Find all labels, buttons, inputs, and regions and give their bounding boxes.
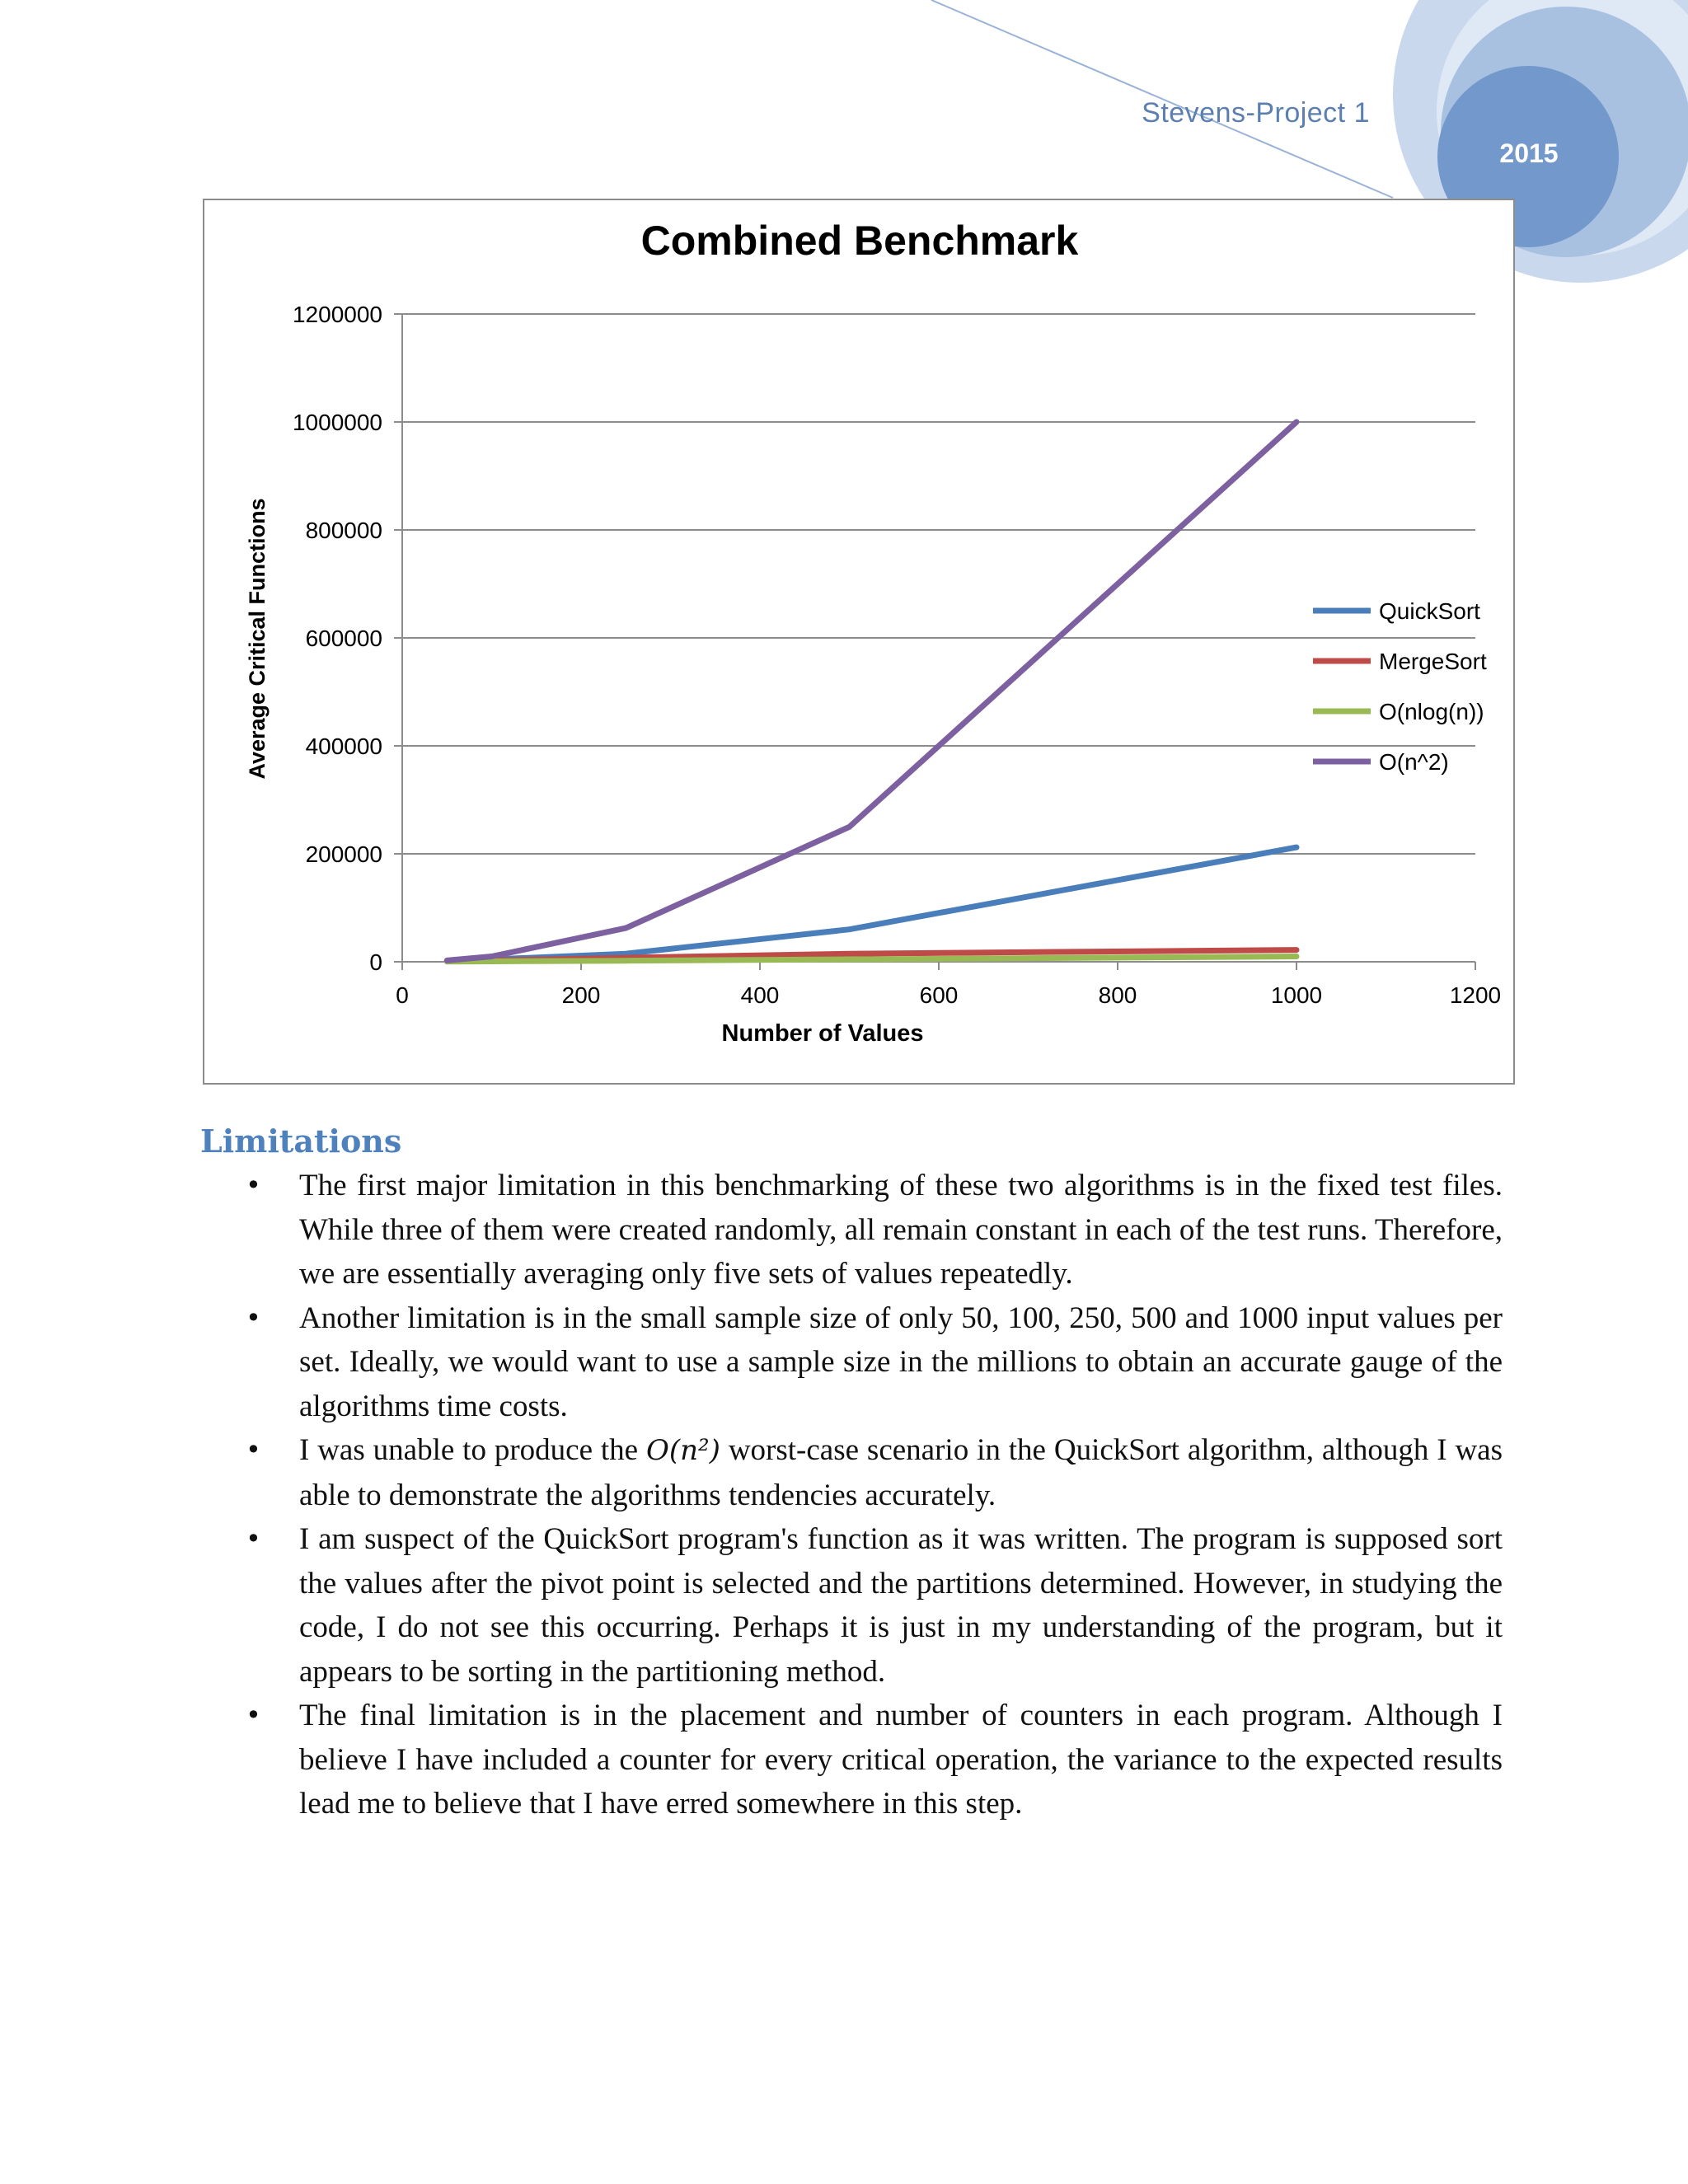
- line-chart: [204, 200, 1513, 1083]
- y-tick-label: 600000: [305, 626, 382, 651]
- x-tick-label: 400: [740, 982, 780, 1008]
- legend-label: MergeSort: [1379, 649, 1487, 674]
- chart-container: [203, 199, 1515, 1085]
- x-axis-title: Number of Values: [721, 1020, 924, 1047]
- legend-label: O(nlog(n)): [1379, 699, 1484, 724]
- series-line-1: [447, 847, 1296, 961]
- tick-labels: [293, 302, 1501, 1008]
- header-year: 2015: [1499, 138, 1559, 168]
- limitations-list: [200, 1164, 1503, 1826]
- legend: [1313, 598, 1487, 775]
- y-tick-label: 400000: [305, 733, 382, 759]
- x-tick-label: 0: [396, 982, 409, 1008]
- list-item-text: The final limitation is in the placement and number of counters in each program. Although I believe I have included a counter for every critical operation, the variance to the expected results lead me to believe that I have erred somewhere in this step.: [299, 1699, 1503, 1821]
- math-expression: O(n²): [646, 1434, 720, 1467]
- legend-label: QuickSort: [1379, 598, 1480, 624]
- y-tick-label: 1000000: [292, 410, 382, 435]
- y-tick-label: 1200000: [292, 302, 382, 327]
- x-tick-label: 1200: [1449, 982, 1502, 1008]
- series-lines: [447, 422, 1296, 962]
- list-item: [200, 1164, 1503, 1296]
- list-item: [200, 1694, 1503, 1826]
- x-tick-label: 1000: [1270, 982, 1323, 1008]
- y-tick-label: 800000: [305, 518, 382, 543]
- y-tick-label: 200000: [305, 841, 382, 867]
- x-tick-label: 800: [1098, 982, 1137, 1008]
- list-item-text: worst-case scenario in the QuickSort algorithm, although I was able to demonstrate the algorithms tendencies accurately.: [299, 1433, 1503, 1512]
- list-item: [200, 1428, 1503, 1517]
- list-item-text: I am suspect of the QuickSort program's function as it was written. The program is supposed sort the values after the pivot point is selected and the partitions determined. However, in studying the code, I do not see this occurring. Perhaps it is just in my understanding of the program, but it appears to be sorting in the partitioning method.: [299, 1522, 1503, 1689]
- x-tick-label: 200: [561, 982, 601, 1008]
- list-item-text: The first major limitation in this benchmarking of these two algorithms is in the fixed test files. While three of them were created randomly, all remain constant in each of the test runs. Therefore, we are essentially averaging only five sets of values repeatedly.: [299, 1169, 1503, 1291]
- list-item: [200, 1517, 1503, 1694]
- series-line-4: [447, 422, 1296, 960]
- header-title: Stevens-Project 1: [1142, 97, 1370, 129]
- chart-title: Combined Benchmark: [640, 218, 1079, 264]
- legend-label: O(n^2): [1379, 749, 1449, 775]
- x-tick-label: 600: [919, 982, 959, 1008]
- list-item: [200, 1296, 1503, 1429]
- y-axis-title: Average Critical Functions: [245, 498, 270, 780]
- section-heading: Limitations: [200, 1122, 402, 1160]
- y-tick-label: 0: [369, 949, 382, 975]
- list-item-text: Another limitation is in the small sample size of only 50, 100, 250, 500 and 1000 input values per set. Ideally, we would want to use a sample size in the millions to obtain an accurate gauge of the algorithms time costs.: [299, 1301, 1503, 1423]
- list-item-text: I was unable to produce the: [299, 1433, 646, 1467]
- gridlines: [402, 314, 1475, 854]
